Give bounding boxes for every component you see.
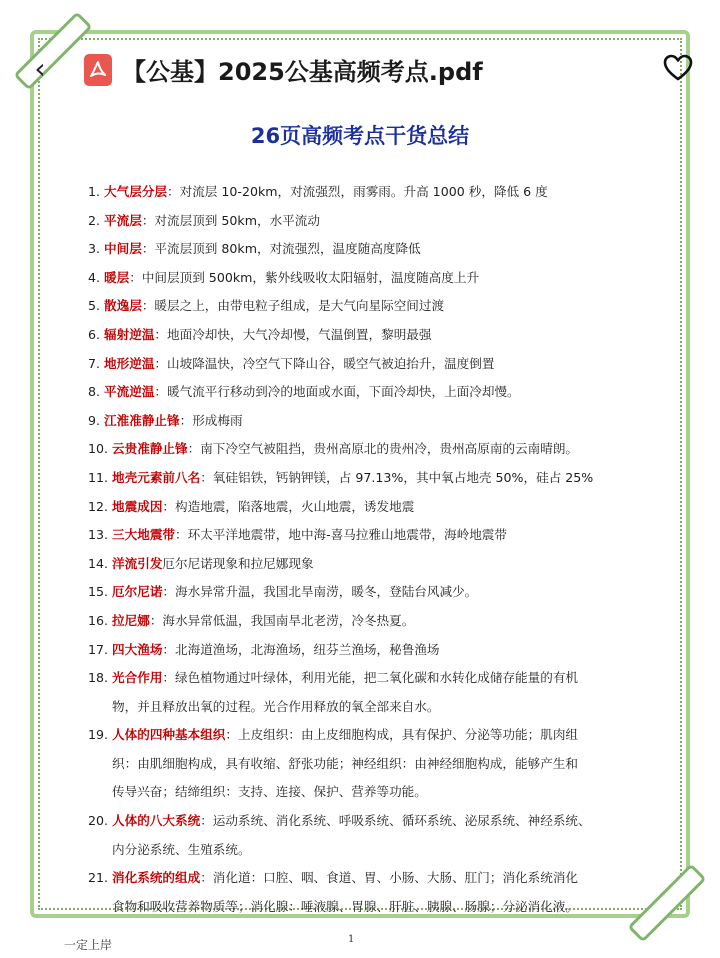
item-number: 11. — [88, 469, 109, 485]
item-description: ：地面冷却快，大气冷却慢，气温倒置，黎明最强 — [154, 326, 432, 342]
list-item — [88, 636, 668, 665]
item-term: 中间层 — [104, 241, 142, 257]
item-description: ：山坡降温快，冷空气下降山谷，暖空气被迫抬升，温度倒置 — [154, 355, 495, 371]
item-number: 4. — [88, 269, 101, 285]
list-item — [88, 264, 668, 293]
list-item — [88, 350, 668, 379]
item-description: ：消化道：口腔、咽、食道、胃、小肠、大肠、肛门；消化系统消化 — [200, 870, 579, 886]
list-item — [88, 521, 668, 550]
item-continuation: 物，并且释放出氧的过程。光合作用释放的氧全部来自水。 — [112, 698, 440, 714]
heart-icon[interactable] — [662, 52, 694, 84]
item-term: 云贵准静止锋 — [112, 441, 188, 457]
item-description: ：氧硅铝铁，钙钠钾镁，占 97.13%，其中氧占地壳 50%，硅占 25% — [200, 469, 594, 485]
page-number: 1 — [348, 934, 355, 945]
item-description: ：暖层之上，由带电粒子组成，是大气向星际空间过渡 — [141, 298, 445, 314]
footer-text: 一定上岸 — [64, 938, 113, 952]
item-term: 散逸层 — [104, 298, 142, 314]
item-description: 厄尔尼诺现象和拉尼娜现象 — [162, 555, 314, 571]
item-description: ：构造地震，陷落地震，火山地震，诱发地震 — [162, 498, 415, 514]
list-item — [88, 435, 668, 464]
item-description: ：运动系统、消化系统、呼吸系统、循环系统、泌尿系统、神经系统、 — [200, 813, 591, 829]
list-item — [88, 578, 668, 607]
item-description: ：中间层顶到 500km，紫外线吸收太阳辐射，温度随高度上升 — [129, 269, 480, 285]
item-description: ：对流层顶到 50km，水平流动 — [141, 212, 320, 228]
item-number: 12. — [88, 498, 109, 514]
item-description: ：平流层顶到 80km，对流强烈，温度随高度降低 — [141, 241, 421, 257]
list-item — [88, 321, 668, 350]
item-term: 四大渔场 — [112, 641, 163, 657]
item-number: 1. — [88, 184, 101, 199]
item-number: 18. — [88, 670, 109, 686]
item-description: ：暖气流平行移动到冷的地面或水面，下面冷却快，上面冷却慢。 — [154, 384, 520, 400]
item-term: 人体的八大系统 — [112, 813, 201, 829]
item-term: 消化系统的组成 — [112, 870, 201, 886]
item-term: 地壳元素前八名 — [112, 469, 201, 485]
item-number: 15. — [88, 584, 109, 600]
list-item — [88, 464, 668, 493]
document-title: 26页高频考点干货总结 — [250, 124, 470, 148]
item-term: 拉尼娜 — [112, 612, 150, 628]
item-number: 13. — [88, 527, 109, 543]
item-term: 三大地震带 — [112, 527, 176, 543]
list-item — [88, 550, 668, 579]
item-term: 平流逆温 — [104, 384, 155, 400]
item-term: 大气层分层 — [104, 184, 168, 199]
item-number: 10. — [88, 441, 109, 457]
list-item — [88, 378, 668, 407]
item-description: ：绿色植物通过叶绿体，利用光能，把二氧化碳和水转化成储存能量的有机 — [162, 670, 579, 686]
item-number: 6. — [88, 326, 101, 342]
viewer-header — [0, 48, 720, 92]
item-number: 16. — [88, 612, 109, 628]
item-term: 平流层 — [104, 212, 142, 228]
item-term: 辐射逆温 — [104, 326, 155, 342]
list-item — [88, 664, 668, 721]
item-term: 人体的四种基本组织 — [112, 727, 226, 743]
item-number: 20. — [88, 813, 109, 829]
list-item — [88, 235, 668, 264]
item-description: ：环太平洋地震带，地中海-喜马拉雅山地震带，海岭地震带 — [175, 527, 507, 543]
item-term: 厄尔尼诺 — [112, 584, 163, 600]
item-term: 江淮准静止锋 — [104, 412, 180, 428]
item-continuation: 织：由肌细胞构成，具有收缩、舒张功能；神经组织：由神经细胞构成，能够产生和 — [112, 755, 578, 771]
item-description: ：形成梅雨 — [179, 412, 243, 428]
item-term: 光合作用 — [112, 670, 163, 686]
item-number: 7. — [88, 355, 101, 371]
pdf-icon — [84, 54, 112, 86]
list-item — [88, 807, 668, 864]
item-number: 3. — [88, 241, 101, 257]
item-description: ：海水异常低温，我国南旱北老涝，冷冬热夏。 — [149, 612, 415, 628]
item-term: 地震成因 — [112, 498, 163, 514]
item-description: ：南下冷空气被阻挡，贵州高原北的贵州冷，贵州高原南的云南晴朗。 — [187, 441, 579, 457]
list-item — [88, 207, 668, 236]
chevron-left-icon[interactable]: ‹ — [34, 52, 46, 85]
list-item — [88, 407, 668, 436]
item-number: 9. — [88, 412, 101, 428]
item-continuation: 传导兴奋；结缔组织：支持、连接、保护、营养等功能。 — [112, 784, 427, 800]
item-number: 17. — [88, 641, 109, 657]
list-item — [88, 864, 668, 921]
item-number: 14. — [88, 555, 109, 571]
item-number: 21. — [88, 870, 109, 886]
knowledge-point-list — [88, 178, 668, 921]
list-item — [88, 292, 668, 321]
item-description: ：海水异常升温，我国北旱南涝，暖冬，登陆台风减少。 — [162, 584, 478, 600]
item-number: 5. — [88, 298, 101, 314]
item-term: 地形逆温 — [104, 355, 155, 371]
item-description: ：对流层 10-20km，对流强烈，雨雾雨。升高 1000 秒，降低 6 度 — [167, 184, 548, 199]
item-term: 暖层 — [104, 269, 130, 285]
file-title: 【公基】2025公基高频考点.pdf — [122, 58, 483, 86]
item-number: 2. — [88, 212, 101, 228]
item-number: 19. — [88, 727, 109, 743]
item-term: 洋流引发 — [112, 555, 163, 571]
item-description: ：北海道渔场，北海渔场，纽芬兰渔场，秘鲁渔场 — [162, 641, 440, 657]
item-number: 8. — [88, 384, 101, 400]
list-item — [88, 607, 668, 636]
list-item — [88, 178, 668, 207]
list-item — [88, 721, 668, 807]
item-continuation: 食物和吸收营养物质等；消化腺：唾液腺、胃腺、肝脏、胰腺、肠腺；分泌消化液。 — [112, 898, 578, 914]
list-item — [88, 493, 668, 522]
item-description: ：上皮组织：由上皮细胞构成，具有保护、分泌等功能；肌肉组 — [225, 727, 579, 743]
item-continuation: 内分泌系统、生殖系统。 — [112, 841, 251, 857]
